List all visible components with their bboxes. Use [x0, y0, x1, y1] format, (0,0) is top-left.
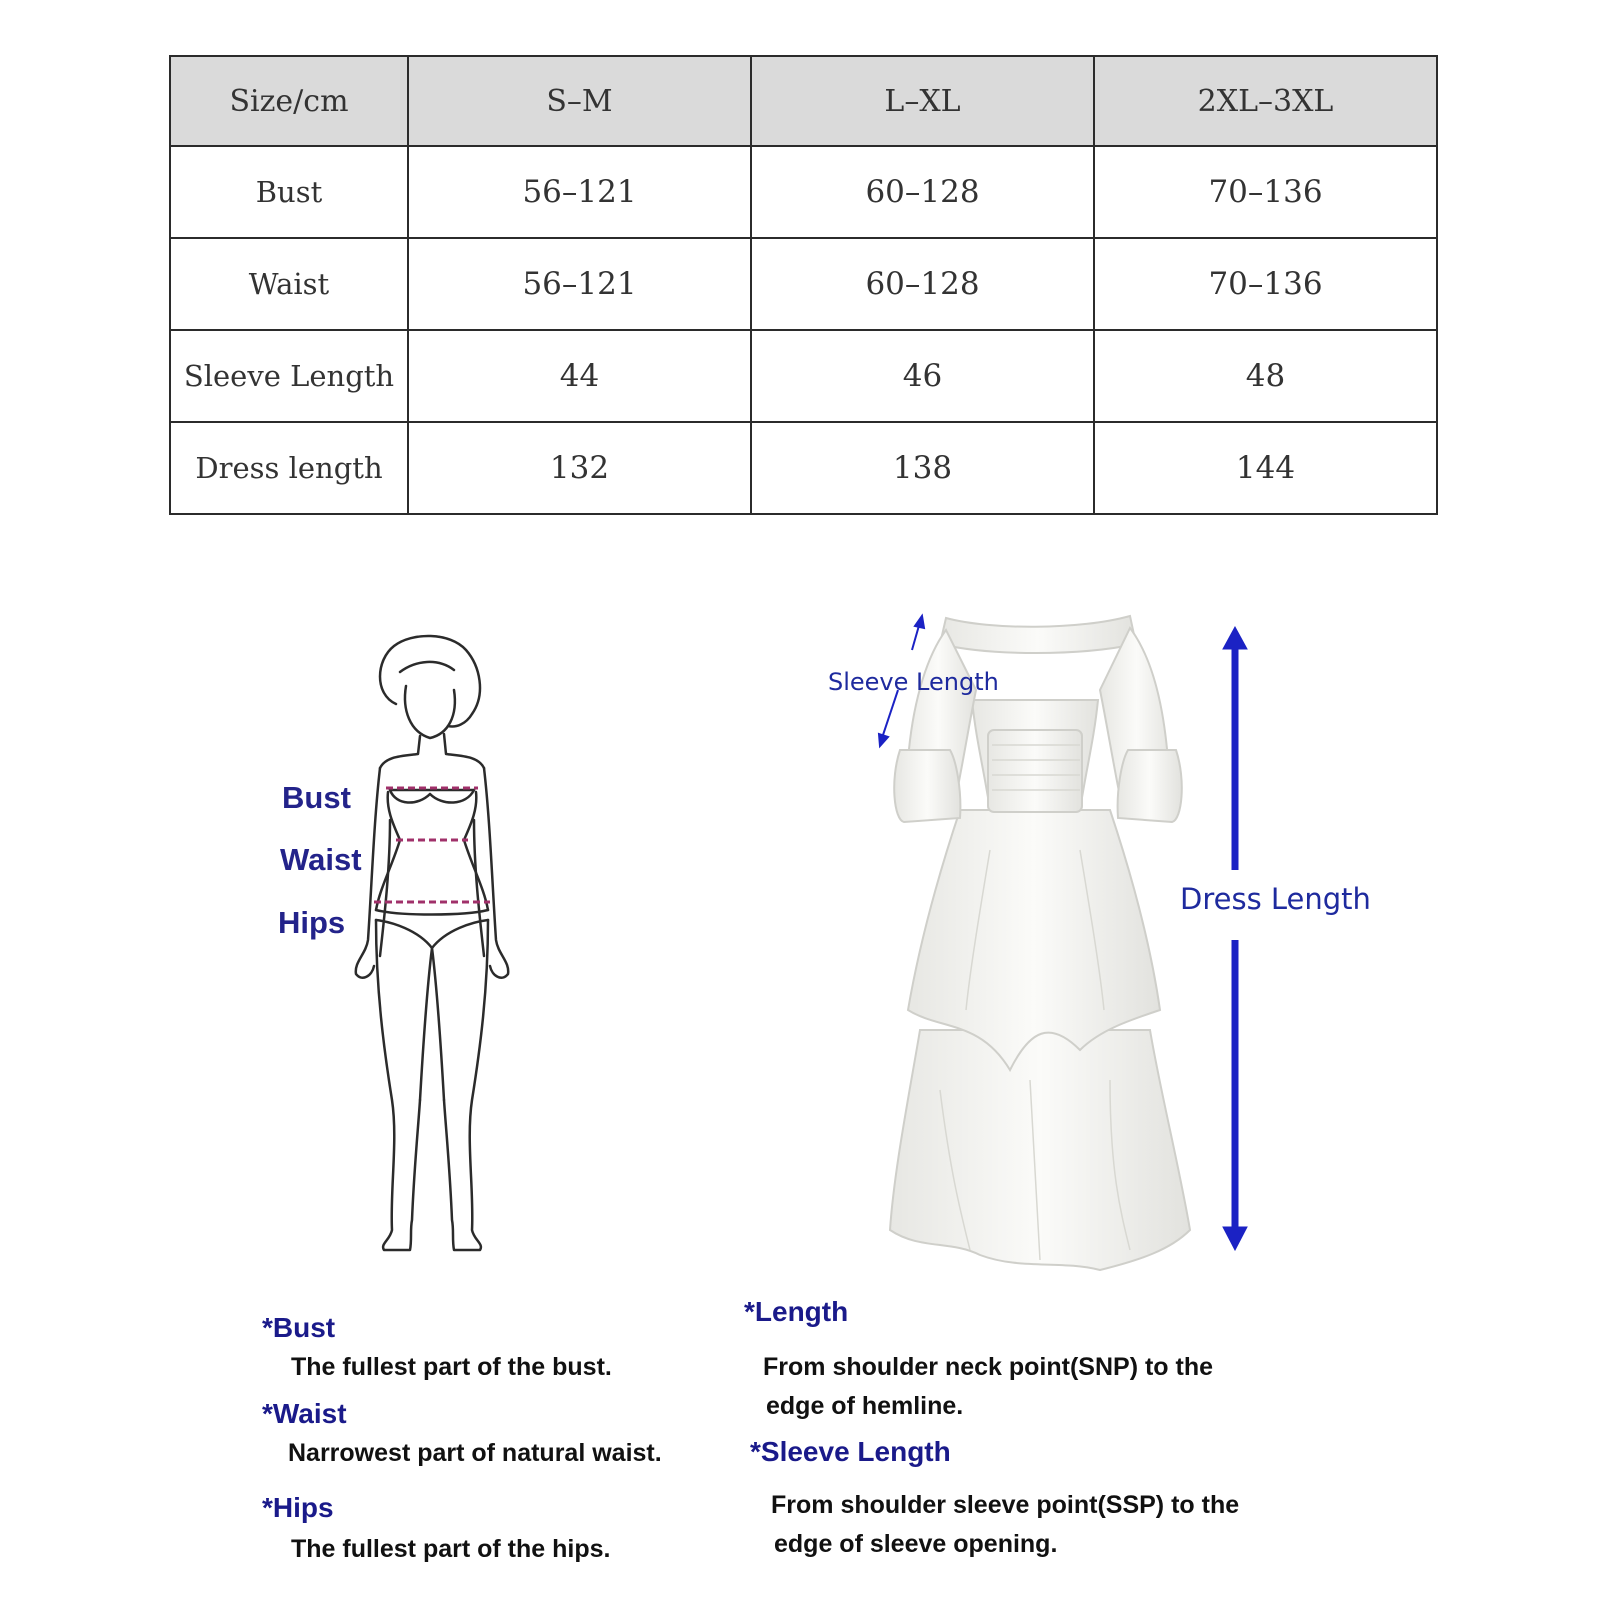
table-cell: 60–128 [751, 238, 1094, 330]
table-row [170, 146, 1437, 238]
note-sleeve-line1: From shoulder sleeve point(SSP) to the [771, 1491, 1240, 1519]
table-cell: 46 [751, 330, 1094, 422]
bust-label: Bust [282, 780, 351, 815]
note-length-title: *Length [744, 1296, 849, 1327]
shirred-waist [988, 730, 1082, 812]
dress-length-label: Dress Length [1180, 882, 1371, 916]
table-cell: 138 [751, 422, 1094, 514]
table-cell: 44 [408, 330, 751, 422]
table-header-row [170, 56, 1437, 146]
note-sleeve-line2: edge of sleeve opening. [774, 1530, 1058, 1558]
note-hips-title: *Hips [262, 1492, 334, 1523]
row-label-waist: Waist [170, 238, 408, 330]
note-bust-text: The fullest part of the bust. [291, 1353, 612, 1381]
header-cell-2xl-3xl: 2XL–3XL [1094, 56, 1437, 146]
note-length-line1: From shoulder neck point(SNP) to the [763, 1353, 1214, 1381]
table-row [170, 330, 1437, 422]
face-outline [405, 686, 455, 738]
note-waist-text: Narrowest part of natural waist. [288, 1439, 662, 1467]
header-cell-s-m: S–M [408, 56, 751, 146]
hair-outline [380, 636, 480, 727]
row-label-bust: Bust [170, 146, 408, 238]
table-cell: 132 [408, 422, 751, 514]
neckline-ruffle [940, 616, 1136, 653]
header-cell-l-xl: L–XL [751, 56, 1094, 146]
table-cell: 48 [1094, 330, 1437, 422]
waist-label: Waist [280, 842, 362, 877]
note-hips-text: The fullest part of the hips. [291, 1535, 611, 1563]
table-cell: 56–121 [408, 146, 751, 238]
sleeve-length-label: Sleeve Length [828, 668, 999, 696]
table-row [170, 238, 1437, 330]
table-row [170, 422, 1437, 514]
note-length-line2: edge of hemline. [766, 1392, 964, 1420]
skirt-lower-tier [890, 1030, 1190, 1270]
table-cell: 70–136 [1094, 146, 1437, 238]
table-cell: 144 [1094, 422, 1437, 514]
table-cell: 56–121 [408, 238, 751, 330]
size-chart-table [169, 55, 1438, 515]
table-cell: 60–128 [751, 146, 1094, 238]
hips-label: Hips [278, 905, 346, 940]
dress-length-arrow [1215, 625, 1255, 1255]
note-waist-title: *Waist [262, 1398, 347, 1429]
note-sleeve-title: *Sleeve Length [750, 1436, 951, 1467]
row-label-sleeve-length: Sleeve Length [170, 330, 408, 422]
body-measurement-figure [340, 630, 530, 1270]
header-cell-size: Size/cm [170, 56, 408, 146]
table-cell: 70–136 [1094, 238, 1437, 330]
row-label-dress-length: Dress length [170, 422, 408, 514]
note-bust-title: *Bust [262, 1312, 336, 1343]
